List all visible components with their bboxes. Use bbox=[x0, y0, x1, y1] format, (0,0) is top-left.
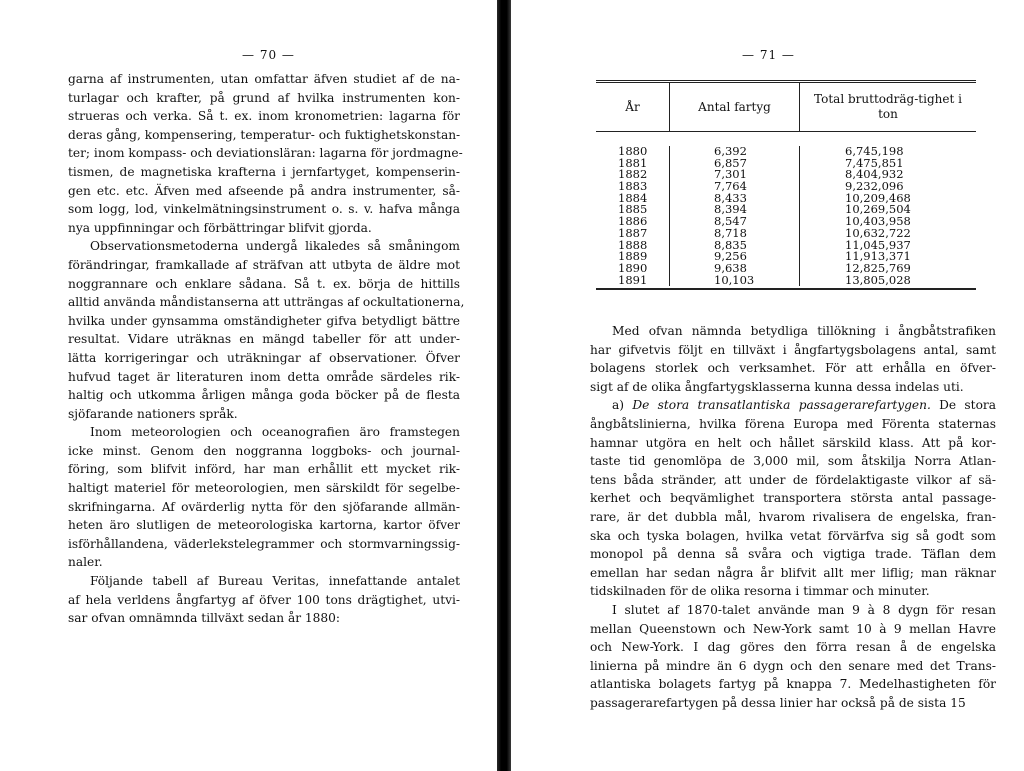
text-line: som logg, lod, vinkelmätningsinstrument o. s. v. hafva många bbox=[68, 202, 460, 217]
cell-ship-count: 7,301 bbox=[670, 169, 800, 181]
text-line: strueras och verka. Så t. ex. inom kronometrien: lagarna för bbox=[68, 109, 460, 124]
text-line: tidskilnaden för de olika resorna i timmar och minuter. bbox=[590, 584, 930, 599]
table-row bbox=[596, 155, 976, 170]
right-body-text bbox=[590, 322, 996, 712]
left-body-text bbox=[68, 70, 465, 628]
text-line: Följande tabell af Bureau Veritas, innefattande antalet bbox=[90, 574, 460, 589]
cell-gross-tonnage: 13,805,028 bbox=[845, 272, 911, 287]
header-ship-count: Antal fartyg bbox=[670, 83, 800, 131]
table-row bbox=[596, 237, 976, 252]
steamship-table bbox=[596, 80, 976, 290]
table-header bbox=[596, 83, 976, 132]
text-line: mellan Queenstown och New-York samt 10 à 9 mellan Havre bbox=[590, 621, 996, 636]
text-line: Inom meteorologien och oceanografien äro framstegen bbox=[90, 425, 460, 440]
table-row bbox=[596, 272, 976, 287]
table-row bbox=[596, 169, 976, 181]
text-line: kerhet och beqvämlighet transportera största antal passage- bbox=[590, 491, 996, 506]
subheading-prefix: a) bbox=[612, 398, 625, 413]
cell-gross-tonnage: 8,404,932 bbox=[845, 167, 904, 182]
table-row bbox=[596, 181, 976, 193]
cell-ship-count: 9,256 bbox=[670, 251, 800, 263]
text-line: taste tid genomlöpa de 3,000 mil, som åtskilja Norra Atlan- bbox=[590, 454, 996, 469]
cell-year: 1888 bbox=[596, 240, 670, 252]
text-line: haltig och utkomma årligen många goda böcker på de flesta bbox=[68, 388, 460, 403]
text-line: emellan har sedan några år blifvit allt mer liflig; man räknar bbox=[590, 565, 996, 580]
table-row bbox=[596, 190, 976, 205]
cell-gross-tonnage: 9,232,096 bbox=[845, 179, 904, 194]
cell-year: 1880 bbox=[596, 146, 670, 158]
text-line: turlagar och krafter, på grund af hvilka instrumenten kon- bbox=[68, 90, 460, 105]
text-line: tismen, de magnetiska krafterna i jernfartyget, kompenserin- bbox=[68, 164, 460, 179]
text-line: icke minst. Genom den noggranna loggboks- och journal- bbox=[68, 443, 460, 458]
text-line: bolagens storlek och verksamhet. För att erhålla en öfver- bbox=[590, 361, 996, 376]
text-line: resultat. Vidare uträknas en mängd tabeller för att under- bbox=[68, 332, 460, 347]
text-line: har gifvetvis följt en tillväxt i ångfartygsbolagens antal, samt bbox=[590, 342, 996, 357]
text-line: förändringar, framkallade af sträfvan att utbyta de äldre mot bbox=[68, 257, 460, 272]
cell-ship-count: 9,638 bbox=[670, 263, 800, 275]
table-row bbox=[596, 260, 976, 275]
text-line: Med ofvan nämnda betydliga tillökning i ångbåtstrafiken bbox=[612, 324, 996, 338]
cell-ship-count: 6,392 bbox=[670, 146, 800, 158]
cell-year: 1881 bbox=[596, 158, 670, 170]
text-line: ångbåtslinierna, hvilka förena Europa med Förenta staternas bbox=[590, 416, 996, 431]
cell-ship-count: 7,764 bbox=[670, 181, 800, 193]
cell-year: 1884 bbox=[596, 193, 670, 205]
text-line: haltigt materiel för meteorologien, men särskildt för segelbe- bbox=[68, 481, 460, 496]
cell-gross-tonnage: 10,209,468 bbox=[845, 190, 911, 205]
cell-year: 1887 bbox=[596, 228, 670, 240]
cell-gross-tonnage: 11,913,371 bbox=[845, 249, 911, 264]
table-row bbox=[596, 216, 976, 228]
subheading-rest: De stora bbox=[939, 398, 996, 413]
book-gutter bbox=[497, 0, 511, 771]
text-line: och New-York. I dag göres den förra resan å de engelska bbox=[590, 640, 996, 655]
text-line: föring, som blifvit införd, har man erhållit ett mycket rik- bbox=[68, 462, 460, 477]
cell-ship-count: 8,835 bbox=[670, 240, 800, 252]
table-body bbox=[596, 132, 976, 288]
subheading-title: De stora transatlantiska passagerarefartygen. bbox=[632, 398, 931, 413]
text-line: heten äro slutligen de meteorologiska kartorna, kartor öfver bbox=[68, 518, 460, 533]
cell-ship-count: 8,433 bbox=[670, 193, 800, 205]
cell-year: 1890 bbox=[596, 263, 670, 275]
text-line: ska och tyska bolagen, hvilka vetat förvärfva sig så godt som bbox=[590, 528, 996, 543]
text-line: garna af instrumenten, utan omfattar äfven studiet af de na- bbox=[68, 72, 460, 86]
header-year: År bbox=[596, 83, 670, 131]
header-gross-tonnage: Total bruttodräg-tighet i ton bbox=[814, 92, 962, 121]
table-row bbox=[596, 204, 976, 216]
left-page bbox=[0, 0, 498, 771]
cell-year: 1882 bbox=[596, 169, 670, 181]
cell-year: 1885 bbox=[596, 204, 670, 216]
cell-gross-tonnage: 10,403,958 bbox=[845, 214, 911, 229]
page-number: — 71 — bbox=[742, 48, 795, 62]
text-line: sar ofvan omnämnda tillväxt sedan år 1880: bbox=[68, 611, 341, 626]
cell-year: 1883 bbox=[596, 181, 670, 193]
table-row bbox=[596, 251, 976, 263]
cell-gross-tonnage: 11,045,937 bbox=[845, 237, 911, 252]
text-line: gen etc. etc. Äfven med afseende på andra instrumenter, så- bbox=[68, 183, 460, 198]
table-row bbox=[596, 225, 976, 240]
text-line: nya uppfinningar och förbättringar blifvit gjorda. bbox=[68, 220, 372, 235]
text-line: atlantiska bolagets fartyg på knappa 7. Medelhastigheten för bbox=[590, 677, 996, 692]
cell-ship-count: 8,718 bbox=[670, 228, 800, 240]
text-line: ter; inom kompass- och deviationsläran: lagarna för jordmagne- bbox=[68, 146, 463, 161]
cell-year: 1889 bbox=[596, 251, 670, 263]
right-page bbox=[510, 0, 1024, 771]
text-line: lätta korrigeringar och uträkningar af observationer. Öfver bbox=[68, 350, 460, 365]
cell-gross-tonnage: 10,632,722 bbox=[845, 225, 911, 240]
text-line: hamnar utgöra en helt och hållet särskild klass. Att på kor- bbox=[590, 435, 996, 450]
cell-gross-tonnage: 12,825,769 bbox=[845, 260, 911, 275]
table-row bbox=[596, 146, 976, 158]
text-line: monopol på denna så svåra och vigtiga trade. Täflan dem bbox=[590, 547, 996, 562]
text-line: noggrannare och enklare sådana. Så t. ex. börja de hittills bbox=[68, 276, 460, 291]
text-line: rare, är det dubbla mål, hvarom rivalisera de engelska, fran- bbox=[590, 509, 996, 524]
text-line: tens båda stränder, att under de fördelaktigaste vilkor af sä- bbox=[590, 472, 996, 487]
text-line: af hela verldens ångfartyg af öfver 100 tons drägtighet, utvi- bbox=[68, 592, 460, 607]
text-line: passagerarefartygen på dessa linier har också på de sista 15 bbox=[590, 695, 966, 710]
cell-gross-tonnage: 10,269,504 bbox=[845, 202, 911, 217]
text-line: naler. bbox=[68, 555, 103, 570]
cell-gross-tonnage: 6,745,198 bbox=[845, 144, 904, 158]
cell-year: 1886 bbox=[596, 216, 670, 228]
text-line: isförhållandena, väderlekstelegrammer och stormvarningssig- bbox=[68, 536, 460, 551]
cell-gross-tonnage: 7,475,851 bbox=[845, 155, 904, 170]
text-line: hufvud taget är literaturen inom detta område särdeles rik- bbox=[68, 369, 460, 384]
cell-ship-count: 8,394 bbox=[670, 204, 800, 216]
text-line: sjöfarande nationers språk. bbox=[68, 406, 238, 421]
text-line: skrifningarna. Af ovärderlig nytta för den sjöfarande allmän- bbox=[68, 499, 460, 514]
text-line: I slutet af 1870-talet använde man 9 à 8 dygn för resan bbox=[612, 602, 996, 617]
text-line: hvilka under gynsamma omständigheter gifva betydligt bättre bbox=[68, 313, 460, 328]
cell-year: 1891 bbox=[596, 275, 670, 287]
cell-ship-count: 10,103 bbox=[670, 275, 800, 287]
text-line: deras gång, kompensering, temperatur- och fuktighetskonstan- bbox=[68, 127, 461, 142]
text-line: linierna på mindre än 6 dygn och den senare med det Trans- bbox=[590, 658, 996, 673]
subheading-line bbox=[590, 396, 996, 415]
text-line: sigt af de olika ångfartygsklasserna kunna dessa indelas uti. bbox=[590, 379, 964, 394]
page-number: — 70 — bbox=[242, 48, 295, 62]
text-line: alltid använda måndistanserna att utträngas af ockultationerna, bbox=[68, 295, 465, 310]
cell-ship-count: 8,547 bbox=[670, 216, 800, 228]
text-line: Observationsmetoderna undergå likaledes så småningom bbox=[90, 239, 460, 254]
cell-ship-count: 6,857 bbox=[670, 158, 800, 170]
